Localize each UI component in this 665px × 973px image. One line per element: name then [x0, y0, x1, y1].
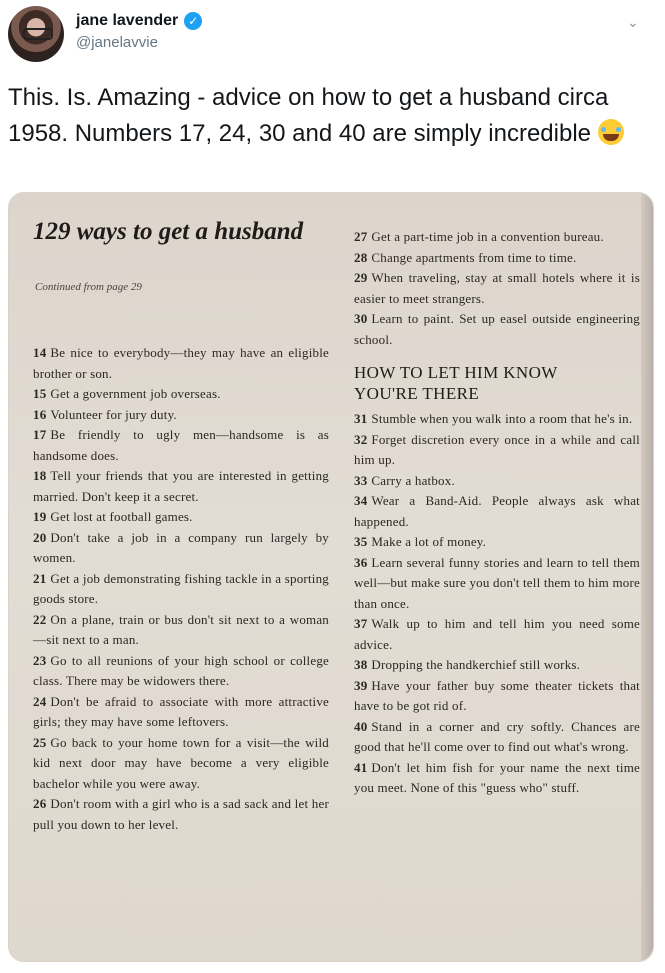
item-text: Get lost at football games.: [50, 509, 193, 524]
item-text: Volunteer for jury duty.: [50, 406, 177, 422]
tweet-text-body: This. Is. Amazing - advice on how to get a husband circa 1958. Numbers 17, 24, 30 and 40 are simply incredible: [8, 84, 609, 147]
item-number: 26: [33, 796, 47, 811]
list-item: [354, 553, 640, 615]
continued-note: Continued from page 29: [35, 281, 142, 293]
list-item: [354, 409, 640, 430]
user-handle[interactable]: @janelavvie: [76, 34, 158, 51]
list-item: [33, 425, 329, 466]
item-number: 41: [354, 759, 368, 775]
item-number: 18: [33, 468, 47, 483]
item-text: Get a part-time job in a convention bureau.: [371, 229, 604, 244]
item-text: Get a government job overseas.: [50, 386, 221, 401]
item-number: 34: [354, 493, 368, 508]
item-number: 37: [354, 616, 368, 631]
section-heading: HOW TO LET HIM KNOW YOU'RE THERE: [354, 363, 558, 403]
tweet-header: [0, 0, 665, 70]
item-number: 33: [354, 472, 368, 488]
item-text: Go to all reunions of your high school or college class. There may be widowers there.: [33, 652, 329, 688]
list-item: [33, 507, 329, 528]
item-text: Dropping the handkerchief still works.: [371, 657, 581, 672]
item-number: 22: [33, 611, 47, 627]
right-column: [354, 227, 640, 799]
item-text: On a plane, train or bus don't sit next to a woman—sit next to a man.: [33, 611, 329, 647]
item-text: Wear a Band-Aid. People always ask what happened.: [354, 493, 640, 529]
item-number: 32: [354, 431, 368, 447]
item-number: 21: [33, 570, 47, 586]
list-item: [354, 227, 640, 248]
item-number: 19: [33, 509, 47, 524]
list-item: [354, 491, 640, 532]
list-item: [354, 268, 640, 309]
list-item: [33, 651, 329, 692]
list-item: [354, 614, 640, 655]
item-text: Make a lot of money.: [371, 534, 487, 549]
item-number: 29: [354, 270, 368, 285]
list-item: [354, 655, 640, 676]
item-text: Stumble when you walk into a room that he's in.: [371, 411, 633, 426]
item-number: 38: [354, 657, 368, 672]
avatar-glasses: [23, 28, 53, 40]
item-text: When traveling, stay at small hotels where it is easier to meet strangers.: [354, 270, 640, 306]
item-number: 16: [33, 406, 47, 422]
avatar[interactable]: [8, 6, 64, 62]
item-text: Have your father buy some theater tickets that have to be got rid of.: [354, 677, 640, 713]
list-item: [33, 794, 329, 835]
item-text: Be friendly to ugly men—handsome is as handsome does.: [33, 427, 329, 463]
item-number: 28: [354, 249, 368, 265]
list-item: [354, 248, 640, 269]
item-text: Don't let him fish for your name the next time you meet. None of this "guess who" stuff.: [354, 759, 640, 795]
list-item: [33, 343, 329, 384]
left-column: [33, 343, 329, 835]
list-item: [354, 430, 640, 471]
tweet-photo[interactable]: [8, 192, 654, 962]
item-text: Don't room with a girl who is a sad sack and let her pull you down to her level.: [33, 796, 329, 832]
item-number: 25: [33, 734, 47, 750]
item-text: Change apartments from time to time.: [371, 249, 577, 265]
list-item: [33, 569, 329, 610]
display-name[interactable]: jane lavender: [76, 12, 179, 29]
item-number: 39: [354, 677, 368, 693]
chevron-down-icon[interactable]: ⌄: [627, 14, 639, 30]
item-number: 24: [33, 693, 47, 709]
item-number: 30: [354, 311, 368, 326]
item-number: 31: [354, 411, 368, 426]
item-text: Get a job demonstrating fishing tackle in a sporting goods store.: [33, 570, 329, 606]
laughing-crying-emoji-icon: [598, 119, 624, 145]
list-item: [33, 692, 329, 733]
item-number: 27: [354, 229, 368, 244]
author-name-row[interactable]: [76, 12, 202, 30]
item-text: Learn to paint. Set up easel outside engineering school.: [354, 311, 640, 347]
list-item: [354, 471, 640, 492]
list-item: [354, 532, 640, 553]
item-number: 15: [33, 386, 47, 401]
list-item: [33, 384, 329, 405]
item-text: Forget discretion every once in a while and call him up.: [354, 431, 640, 467]
item-number: 20: [33, 529, 47, 545]
right-column-bottom-items: [354, 409, 640, 799]
tweet-text: [8, 80, 653, 152]
item-text: Go back to your home town for a visit—the wild kid next door may have become a very eligible bachelor while you were away.: [33, 734, 329, 791]
list-item: [33, 733, 329, 795]
list-item: [354, 717, 640, 758]
verified-badge-icon: ✓: [184, 12, 202, 30]
item-text: Tell your friends that you are interested in getting married. Don't keep it a secret.: [33, 468, 329, 504]
list-item: [354, 758, 640, 799]
item-number: 35: [354, 534, 368, 549]
item-text: Walk up to him and tell him you need some advice.: [354, 616, 640, 652]
item-number: 14: [33, 345, 47, 360]
item-text: Carry a hatbox.: [371, 472, 455, 488]
list-item: [33, 528, 329, 569]
item-text: Don't be afraid to associate with more attractive girls; they may have some leftovers.: [33, 693, 329, 729]
item-number: 23: [33, 652, 47, 668]
item-text: Learn several funny stories and learn to tell them well—but make sure you don't tell them to him more than once.: [354, 554, 640, 611]
list-item: [33, 466, 329, 507]
list-item: [354, 309, 640, 350]
list-item: [33, 610, 329, 651]
page-edge: [641, 193, 653, 961]
item-text: Don't take a job in a company run largely by women.: [33, 529, 329, 565]
right-column-top-items: [354, 227, 640, 350]
item-number: 17: [33, 427, 47, 442]
item-number: 40: [354, 718, 368, 734]
item-text: Stand in a corner and cry softly. Chances are good that he'll come over to find out what's wrong.: [354, 718, 640, 754]
article-title: 129 ways to get a husband: [33, 218, 304, 245]
list-item: [33, 405, 329, 426]
item-number: 36: [354, 554, 368, 570]
list-item: [354, 676, 640, 717]
item-text: Be nice to everybody—they may have an eligible brother or son.: [33, 345, 329, 381]
